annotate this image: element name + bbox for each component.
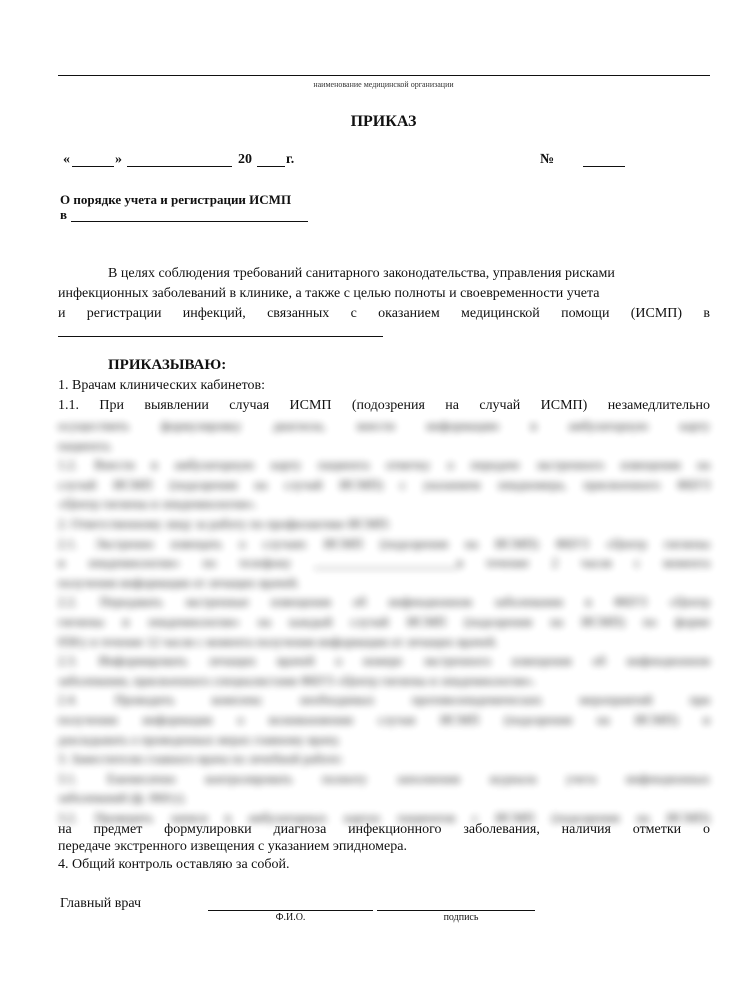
blurred-line: осуществить формулировку диагноза, внести информацию в амбулаторную карту bbox=[58, 418, 710, 433]
signature-caption: подпись bbox=[443, 912, 479, 923]
date-close-quote: » bbox=[115, 152, 122, 167]
order-item-1: 1. Врачам клинических кабинетов: bbox=[58, 378, 266, 393]
preamble-line-1: В целях соблюдения требований санитарного законодательства, управления рисками bbox=[108, 266, 615, 281]
blurred-line: 1.2. Внести в амбулаторную карту пациента отметку о передаче экстренного извещения на bbox=[58, 457, 710, 473]
date-day-blank bbox=[72, 166, 114, 167]
date-month-blank bbox=[127, 166, 232, 167]
blurred-line: 058/у в течение 12 часов с момента получения информации от лечащих врачей. bbox=[58, 633, 498, 649]
blurred-line: «Центр гигиены и эпидемиологии». bbox=[58, 496, 258, 512]
blurred-line: докладывать о проведенных мерах главному врачу. bbox=[58, 731, 341, 747]
fio-caption: Ф.И.О. bbox=[275, 912, 306, 923]
blurred-line: 2.4. Проводить комплекс необходимых противоэпидемических мероприятий при bbox=[58, 692, 710, 708]
date-year-blank bbox=[257, 166, 285, 167]
org-name-line bbox=[58, 75, 710, 76]
blurred-line: 2.1. Экстренно извещать о случаях ИСМП (подозрения на ИСМП) ФБУЗ «Центр гигиены bbox=[58, 535, 710, 551]
date-year-prefix: 20 bbox=[238, 152, 252, 167]
blurred-line: случай ИСМП (подозрения на случай ИСМП) с указанием эпидномера, присвоенного ФБУЗ bbox=[58, 476, 710, 492]
order-heading: ПРИКАЗЫВАЮ: bbox=[108, 357, 227, 373]
date-open-quote: « bbox=[63, 152, 70, 167]
order-item-1-1: 1.1. При выявлении случая ИСМП (подозрения на случай ИСМП) незамедлительно bbox=[58, 398, 710, 413]
document-title: ПРИКАЗ bbox=[350, 113, 417, 130]
signature-position: Главный врач bbox=[60, 896, 142, 911]
date-year-suffix: г. bbox=[286, 152, 295, 167]
blurred-line: 2.2. Передавать экстренные извещения об инфекционном заболевании в ФБУЗ «Центр bbox=[58, 594, 710, 610]
blurred-line: пациента. bbox=[58, 437, 113, 453]
blurred-line: и эпидемиологии» по телефону ______________________в течение 2 часов с момента bbox=[58, 555, 710, 571]
order-item-4: 4. Общий контроль оставляю за собой. bbox=[58, 857, 290, 872]
org-name-caption: наименование медицинской организации bbox=[313, 80, 454, 89]
subject-line: О порядке учета и регистрации ИСМП bbox=[60, 192, 292, 207]
signature-line bbox=[377, 910, 535, 911]
blurred-line: 3.2. Проверять записи в амбулаторных картах пациентов с ИСМП (подозрения на ИСМП) bbox=[58, 809, 710, 825]
preamble-blank bbox=[58, 336, 383, 337]
blurred-line: заболевании, присвоенного специалистами ФБУЗ «Центр гигиены и эпидемиологии». bbox=[58, 672, 536, 688]
blurred-line: заболеваний (ф. 060/у). bbox=[58, 790, 187, 806]
subject-prefix: в bbox=[60, 207, 68, 222]
blurred-line: 3.1. Ежемесячно контролировать полноту заполнения журнала учета инфекционных bbox=[58, 770, 710, 786]
tail-line-2: передаче экстренного извещения с указанием эпидномера. bbox=[58, 839, 407, 854]
blurred-line: гигиены и эпидемиологии» на каждый случай ИСМП (подозрения на ИСМП) по форме bbox=[58, 613, 710, 629]
preamble-line-2: инфекционных заболеваний в клинике, а также с целью полноты и своевременности учета bbox=[58, 286, 600, 301]
blurred-line: 3. Заместителю главного врача по лечебной работе: bbox=[58, 751, 344, 767]
number-label: № bbox=[540, 152, 555, 167]
blurred-line: получении информации о возникновении случая ИСМП (подозрения на ИСМП) и bbox=[58, 711, 710, 727]
subject-blank bbox=[71, 221, 308, 222]
blurred-line: получения информации от лечащих врачей. bbox=[58, 574, 300, 590]
blurred-text-block bbox=[58, 416, 710, 827]
tail-line-1: на предмет формулировки диагноза инфекционного заболевания, наличия отметки о bbox=[58, 822, 710, 837]
number-blank bbox=[583, 166, 625, 167]
preamble-line-3: и регистрации инфекций, связанных с оказанием медицинской помощи (ИСМП) в bbox=[58, 306, 710, 321]
blurred-line: 2. Ответственному лицу за работу по профилактике ИСМП: bbox=[58, 515, 391, 531]
fio-line bbox=[208, 910, 373, 911]
blurred-line: 2.3. Информировать лечащих врачей о номере экстренного извещения об инфекционном bbox=[58, 653, 710, 669]
